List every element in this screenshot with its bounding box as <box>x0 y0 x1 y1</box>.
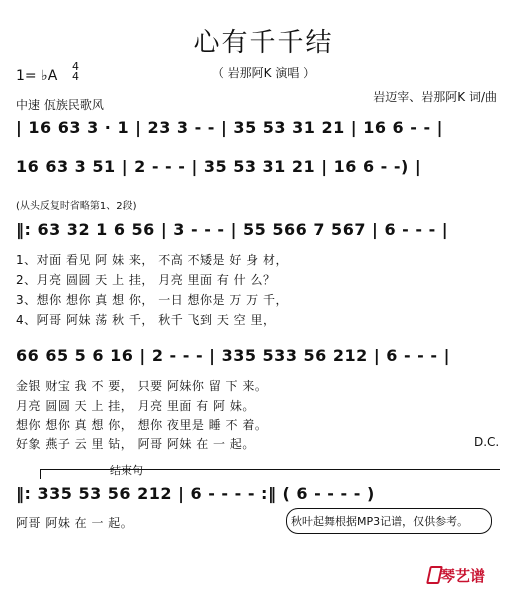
score-row-4: 66 65 5 6 16 | 2 - - - | 335 533 56 212 | 6 - - - | <box>16 346 450 365</box>
song-title: 心有千千结 <box>193 28 334 58</box>
score-row-2: 16 63 3 51 | 2 - - - | 35 53 31 21 | 16 6 - -) | <box>16 157 422 176</box>
lyric-line-7: 想你 想你 真 想 你， 想你 夜里是 睡 不 着。 <box>16 418 268 432</box>
score-row-3: ‖: 63 32 1 6 56 | 3 - - - | 55 566 7 567 | 6 - - - | <box>16 220 449 239</box>
score-row-5: ‖: 335 53 56 212 | 6 - - - - :‖ ( 6 - - - - ) <box>16 484 375 503</box>
singer-credit: （ 岩那阿K 演唱 ） <box>211 66 316 80</box>
ending-bracket-line <box>40 469 500 470</box>
meter-bottom: 4 <box>72 70 79 83</box>
lyric-line-8: 好象 燕子 云 里 钻， 阿哥 阿妹 在 一 起。 <box>16 437 255 451</box>
composer-credit: 岩迈宰、岩那阿K 词/曲 <box>373 90 497 104</box>
lyric-verse-3: 3、想你 想你 真 想 你， 一日 想你是 万 万 千， <box>16 293 288 307</box>
lyric-line-5: 金银 财宝 我 不 要， 只要 阿妹你 留 下 来。 <box>16 379 268 393</box>
score-row-1: | 16 63 3 · 1 | 23 3 - - | 35 53 31 21 | 16 6 - - | <box>16 118 443 137</box>
transcription-note: 秋叶起舞根据MP3记谱，仅供参考。 <box>291 515 469 528</box>
lyric-verse-4: 4、阿哥 阿妹 荡 秋 千， 秋千 飞到 天 空 里， <box>16 313 276 327</box>
repeat-note: (从头反复时省略第1、2段) <box>16 201 137 212</box>
time-signature <box>72 62 79 82</box>
key-signature: 1= ♭A <box>16 68 58 84</box>
lyric-line-6: 月亮 圆圆 天 上 挂， 月亮 里面 有 阿 妹。 <box>16 399 255 413</box>
lyric-verse-1: 1、对面 看见 阿 妹 来， 不高 不矮是 好 身 材， <box>16 253 288 267</box>
ending-bracket-tick <box>40 469 41 479</box>
site-logo: 琴艺谱 <box>440 567 486 585</box>
dc-marking: D.C. <box>474 435 500 449</box>
tempo-marking: 中速 佤族民歌风 <box>16 98 104 112</box>
lyric-line-9: 阿哥 阿妹 在 一 起。 <box>16 516 134 530</box>
meter-top: 4 <box>72 60 79 73</box>
lyric-verse-2: 2、月亮 圆圆 天 上 挂， 月亮 里面 有 什 么？ <box>16 273 276 287</box>
ending-label: 结束句 <box>110 464 143 477</box>
